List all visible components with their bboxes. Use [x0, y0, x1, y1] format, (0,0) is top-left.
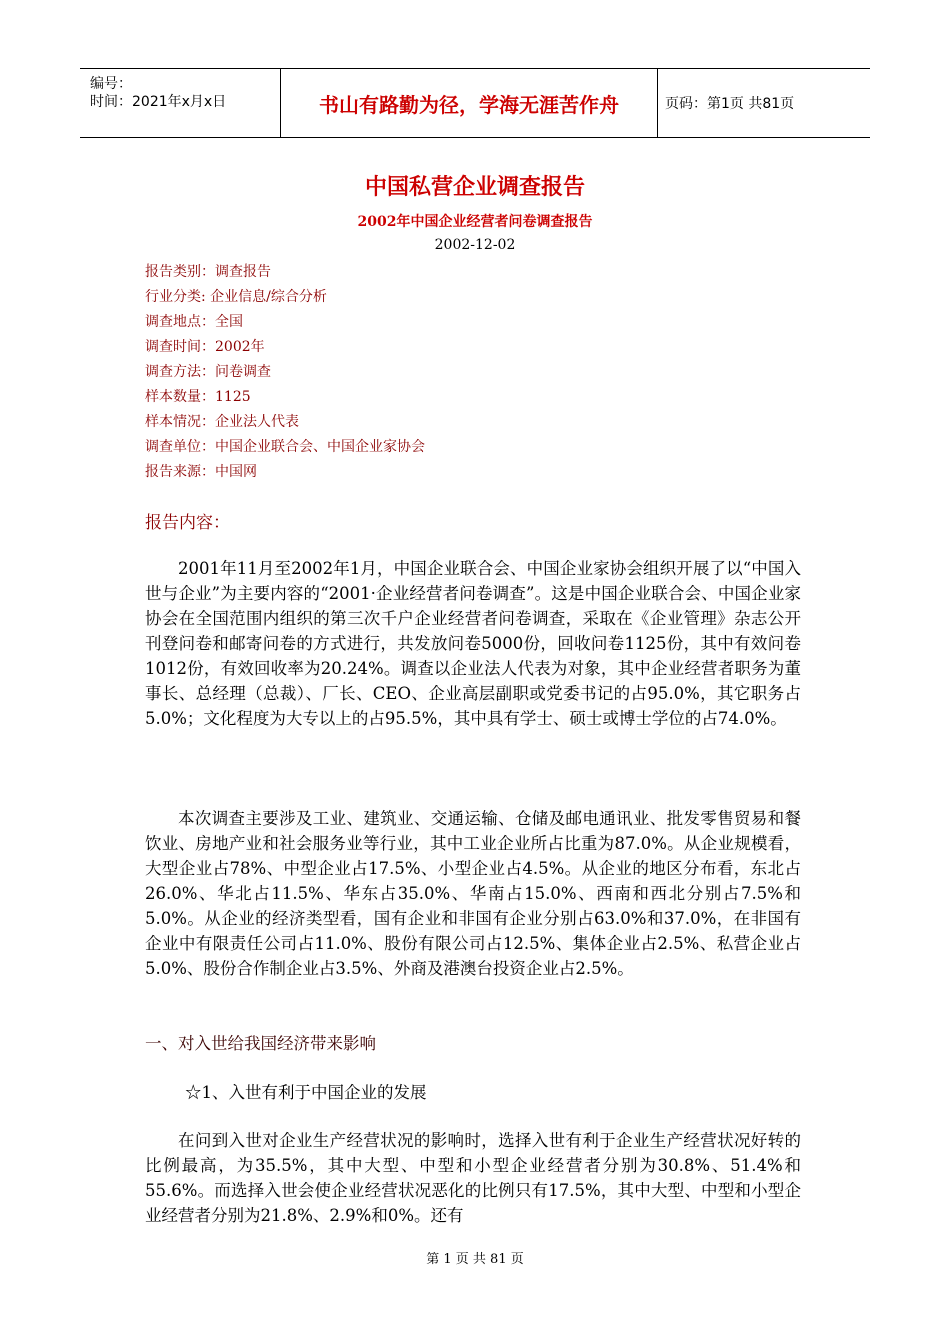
meta-category: 报告类别：调查报告 — [145, 264, 271, 280]
report-date: 2002-12-02 — [434, 237, 516, 253]
meta-industry: 行业分类: 企业信息/综合分析 — [145, 289, 327, 305]
meta-method: 调查方法：问卷调查 — [145, 364, 271, 380]
paragraph-scope: 本次调查主要涉及工业、建筑业、交通运输、仓储及邮电通讯业、批发零售贸易和餐饮业、房地产业和社会服务业等行业，其中工业企业所占比重为87.0%。从企业规模看，大型企业占78%、中型企业占17.5%、小型企业占4.5%。从企业的地区分布看，东北占26.0%、华北占11.5%、华东占35.0%、华南占15.0%、西南和西北分别占7.5%和5.0%。从企业的经济类型看，国有企业和非国有企业分别占63.0%和37.0%，在非国有企业中有限责任公司占11.0%、股份有限公司占12.5%、集体企业占2.5%、私营企业占5.0%、股份合作制企业占3.5%、外商及港澳台投资企业占2.5%。 — [145, 809, 801, 978]
meta-sample-type: 样本情况：企业法人代表 — [145, 414, 299, 430]
report-meta-list — [145, 260, 425, 485]
subsection-heading: ☆1、入世有利于中国企业的发展 — [185, 1083, 427, 1102]
meta-source: 报告来源：中国网 — [145, 464, 257, 480]
document-header — [80, 68, 870, 138]
page-footer: 第 1 页 共 81 页 — [426, 1252, 524, 1267]
report-title: 中国私营企业调查报告 — [364, 175, 585, 200]
header-page-info: 页码：第1页 共81页 — [665, 96, 795, 112]
meta-location: 调查地点：全国 — [145, 314, 243, 330]
meta-time: 调查时间：2002年 — [145, 339, 265, 355]
paragraph-impact: 在问到入世对企业生产经营状况的影响时，选择入世有利于企业生产经营状况好转的比例最高，为35.5%，其中大型、中型和小型企业经营者分别为30.8%、51.4%和55.6%。而选择入世会使企业经营状况恶化的比例只有17.5%，其中大型、中型和小型企业经营者分别为21.8%、2.9%和0%。还有 — [145, 1131, 801, 1225]
report-subtitle: 2002年中国企业经营者问卷调查报告 — [357, 214, 593, 230]
header-code-label: 编号： — [90, 76, 132, 92]
meta-sample-size: 样本数量：1125 — [145, 389, 251, 405]
header-meta-cell — [80, 69, 281, 137]
meta-organizer: 调查单位：中国企业联合会、中国企业家协会 — [145, 439, 425, 455]
header-motto: 书山有路勤为径，学海无涯苦作舟 — [281, 69, 658, 137]
section-heading: 一、对入世给我国经济带来影响 — [145, 1034, 376, 1053]
header-time: 时间：2021年x月x日 — [90, 94, 227, 110]
paragraph-intro: 2001年11月至2002年1月，中国企业联合会、中国企业家协会组织开展了以“中国入世与企业”为主要内容的“2001·企业经营者问卷调查”。这是中国企业联合会、中国企业家协会在全国范围内组织的第三次千户企业经营者问卷调查，采取在《企业管理》杂志公开刊登问卷和邮寄问卷的方式进行，共发放问卷5000份，回收问卷1125份，其中有效问卷1012份，有效回收率为20.24%。调查以企业法人代表为对象，其中企业经营者职务为董事长、总经理（总裁）、厂长、CEO、企业高层副职或党委书记的占95.0%，其它职务占5.0%；文化程度为大专以上的占95.5%，其中具有学士、硕士或博士学位的占74.0%。 — [145, 559, 801, 728]
content-label: 报告内容： — [145, 513, 230, 533]
